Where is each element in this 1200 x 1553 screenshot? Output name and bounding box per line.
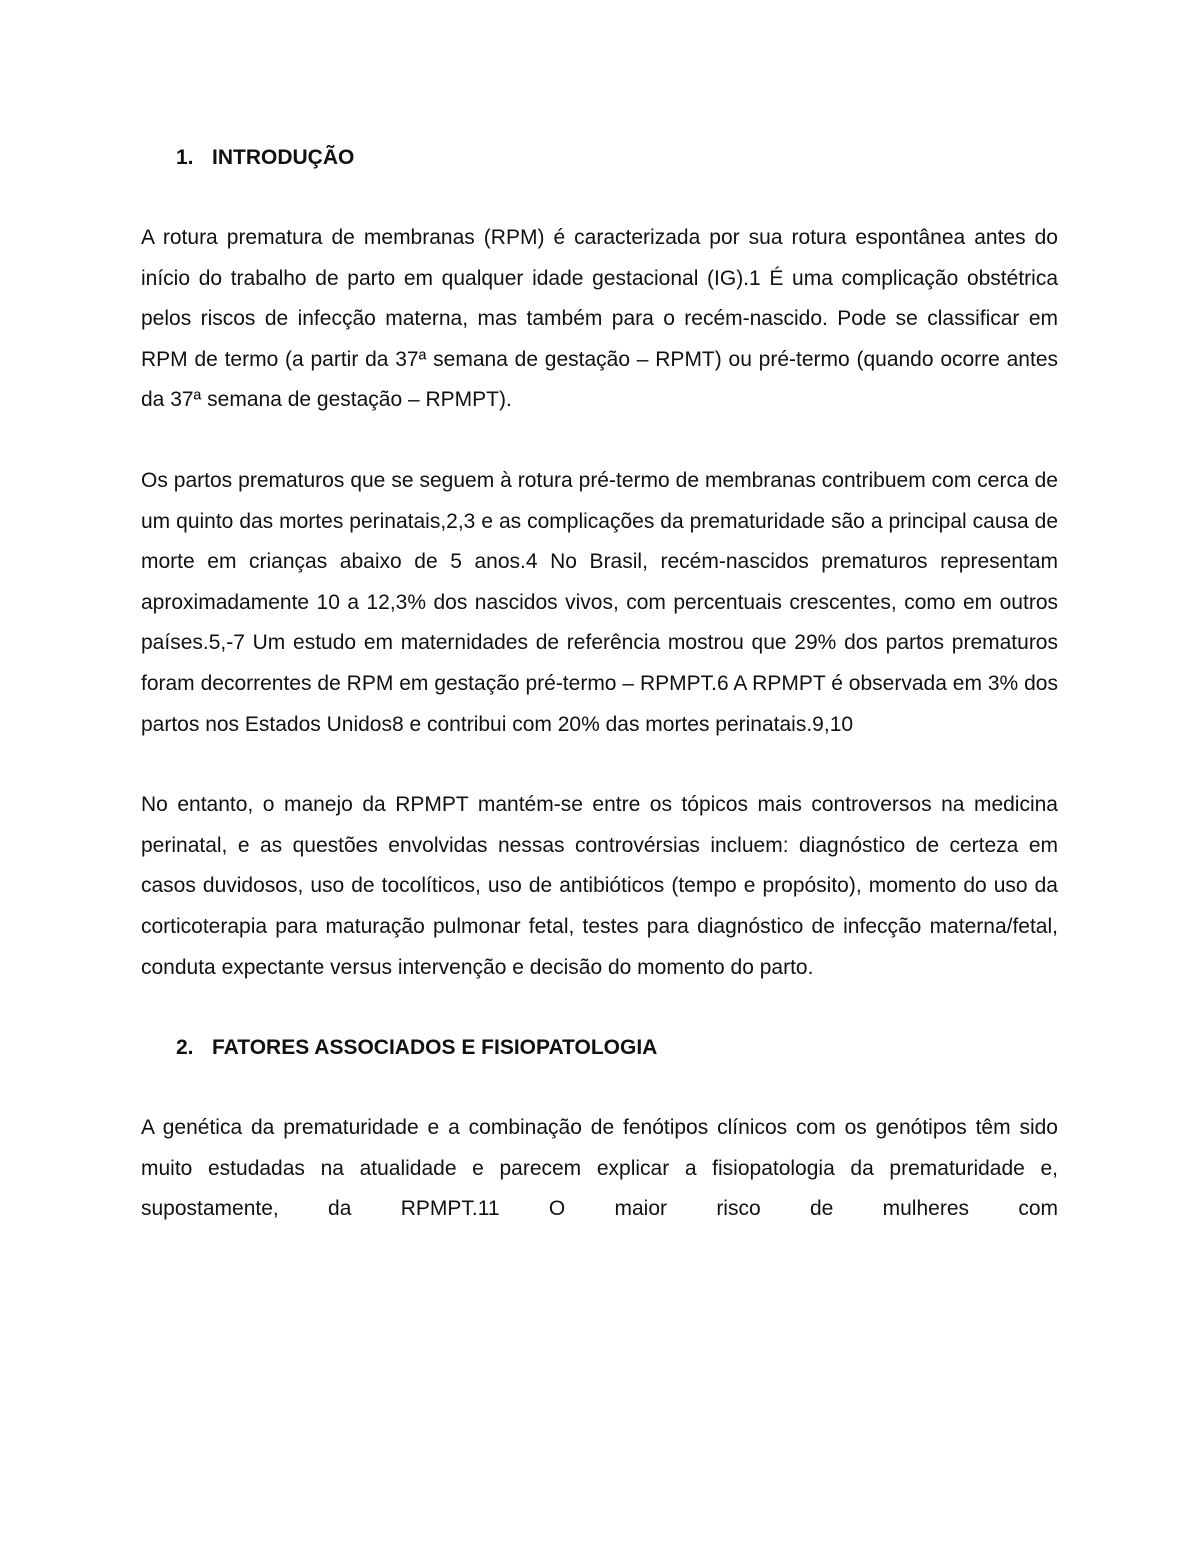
section-number: 1. bbox=[176, 146, 194, 169]
paragraph-rpm-definition: A rotura prematura de membranas (RPM) é caracterizada por sua rotura espontânea antes do início do trabalho de parto em qualquer idade gestacional (IG).1 É uma complicação obstétrica pelos riscos de infecção materna, mas também para o recém-nascido. Pode se classificar em RPM de termo (a partir da 37ª semana de gestação – RPMT) ou pré-termo (quando ocorre antes da 37ª semana de gestação – RPMPT). bbox=[141, 226, 1058, 412]
paragraph-genetics: A genética da prematuridade e a combinação de fenótipos clínicos com os genótipos têm sido muito estudadas na atualidade e parecem explicar a fisiopatologia da prematuridade e, supostamente, da RPMPT.11 O maior risco de mulheres com bbox=[141, 1116, 1058, 1221]
paragraph-prematurity-stats: Os partos prematuros que se seguem à rotura pré-termo de membranas contribuem com cerca de um quinto das mortes perinatais,2,3 e as complicações da prematuridade são a principal causa de morte em crianças abaixo de 5 anos.4 No Brasil, recém-nascidos prematuros representam aproximadamente 10 a 12,3% dos nascidos vivos, com percentuais crescentes, como em outros países.5,-7 Um estudo em maternidades de referência mostrou que 29% dos partos prematuros foram decorrentes de RPM em gestação pré-termo – RPMPT.6 A RPMPT é observada em 3% dos partos nos Estados Unidos8 e contribui com 20% das mortes perinatais.9,10 bbox=[141, 468, 1058, 736]
section-heading-fatores bbox=[141, 1028, 1058, 1068]
section-number: 2. bbox=[176, 1036, 194, 1060]
paragraph-rpmpt-controversies: No entanto, o manejo da RPMPT mantém-se entre os tópicos mais controversos na medicina perinatal, e as questões envolvidas nessas controvérsias incluem: diagnóstico de certeza em casos duvidosos, uso de tocolíticos, uso de antibióticos (tempo e propósito), momento do uso da corticoterapia para maturação pulmonar fetal, testes para diagnóstico de infecção materna/fetal, conduta expectante versus intervenção e decisão do momento do parto. bbox=[141, 793, 1058, 979]
section-title: FATORES ASSOCIADOS E FISIOPATOLOGIA bbox=[212, 1036, 658, 1060]
section-title: INTRODUÇÃO bbox=[212, 146, 355, 169]
document-page bbox=[141, 138, 1058, 1230]
section-heading-introducao bbox=[141, 138, 1058, 178]
